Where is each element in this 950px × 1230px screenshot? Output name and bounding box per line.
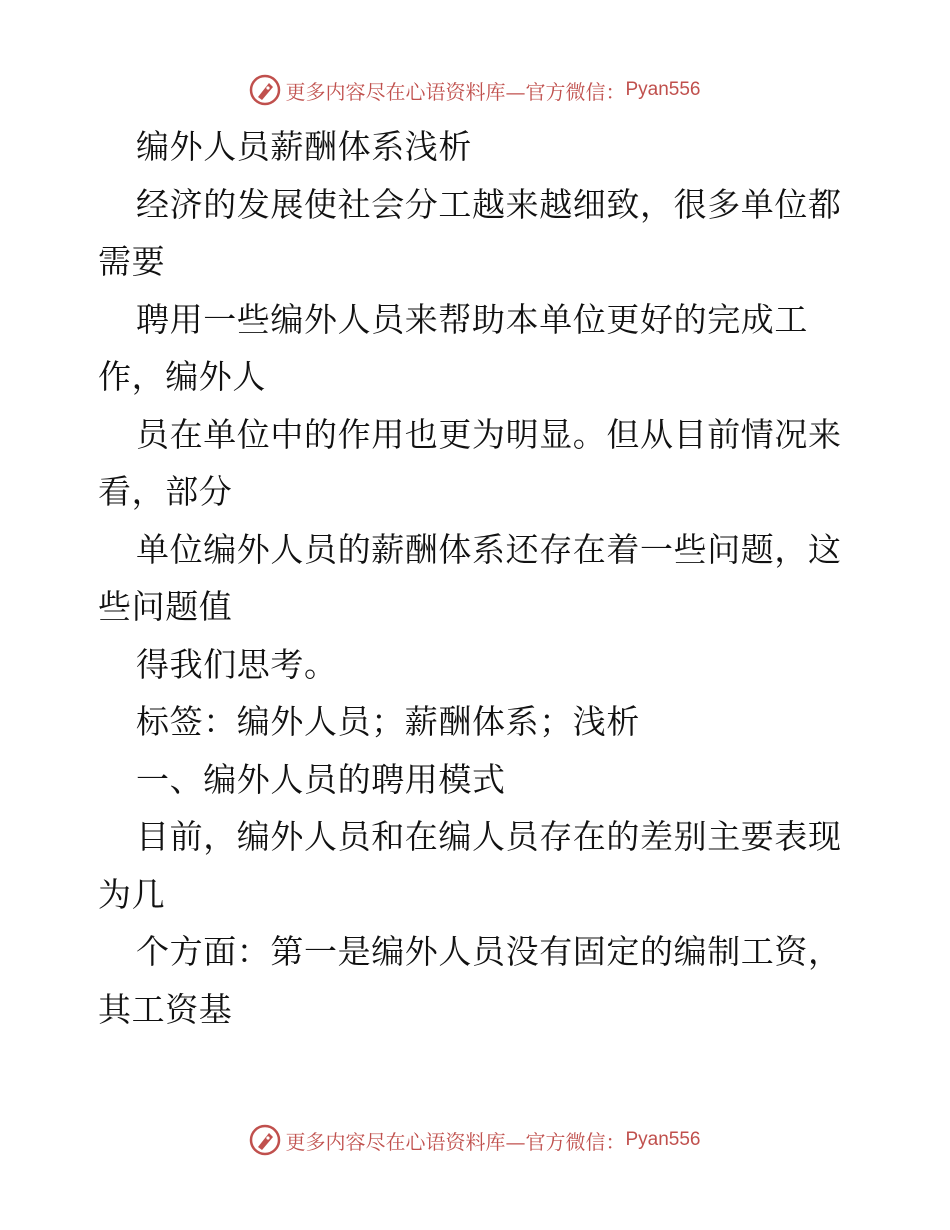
paragraph-line: 需要 [98, 242, 166, 281]
paragraph-line: 聘用一些编外人员来帮助本单位更好的完成工 [136, 299, 808, 339]
paragraph-line: 目前，编外人员和在编人员存在的差别主要表现 [136, 817, 842, 856]
paragraph-line: 得我们思考。 [136, 644, 338, 684]
paragraph-line: 单位编外人员的薪酬体系还存在着一些问题，这 [136, 529, 842, 569]
document-title: 编外人员薪酬体系浅析 [136, 127, 472, 166]
paragraph-line: 个方面：第一是编外人员没有固定的编制工资， [136, 932, 842, 971]
keywords-line: 标签：编外人员；薪酬体系；浅析 [136, 702, 640, 741]
section-heading: 一、编外人员的聘用模式 [136, 759, 506, 799]
banner-site-text: 更多内容尽在心语资料库—官方微信： [285, 1129, 626, 1154]
banner-wechat-id: Pyan556 [625, 1129, 701, 1150]
paragraph-line: 作，编外人 [98, 357, 266, 396]
footer-banner [0, 1120, 950, 1160]
document-body [98, 118, 858, 1038]
banner-site-text: 更多内容尽在心语资料库—官方微信： [285, 79, 626, 104]
paragraph-line: 看，部分 [98, 472, 233, 511]
header-banner [0, 70, 950, 110]
pen-nib-circle-icon [249, 74, 281, 106]
paragraph-line: 其工资基 [98, 989, 233, 1029]
banner-wechat-id: Pyan556 [625, 79, 701, 100]
pen-nib-circle-icon [249, 1124, 281, 1156]
paragraph-line: 些问题值 [98, 587, 233, 626]
paragraph-line: 员在单位中的作用也更为明显。但从目前情况来 [136, 414, 842, 454]
paragraph-line: 经济的发展使社会分工越来越细致，很多单位都 [136, 184, 842, 224]
paragraph-line: 为几 [98, 874, 166, 914]
